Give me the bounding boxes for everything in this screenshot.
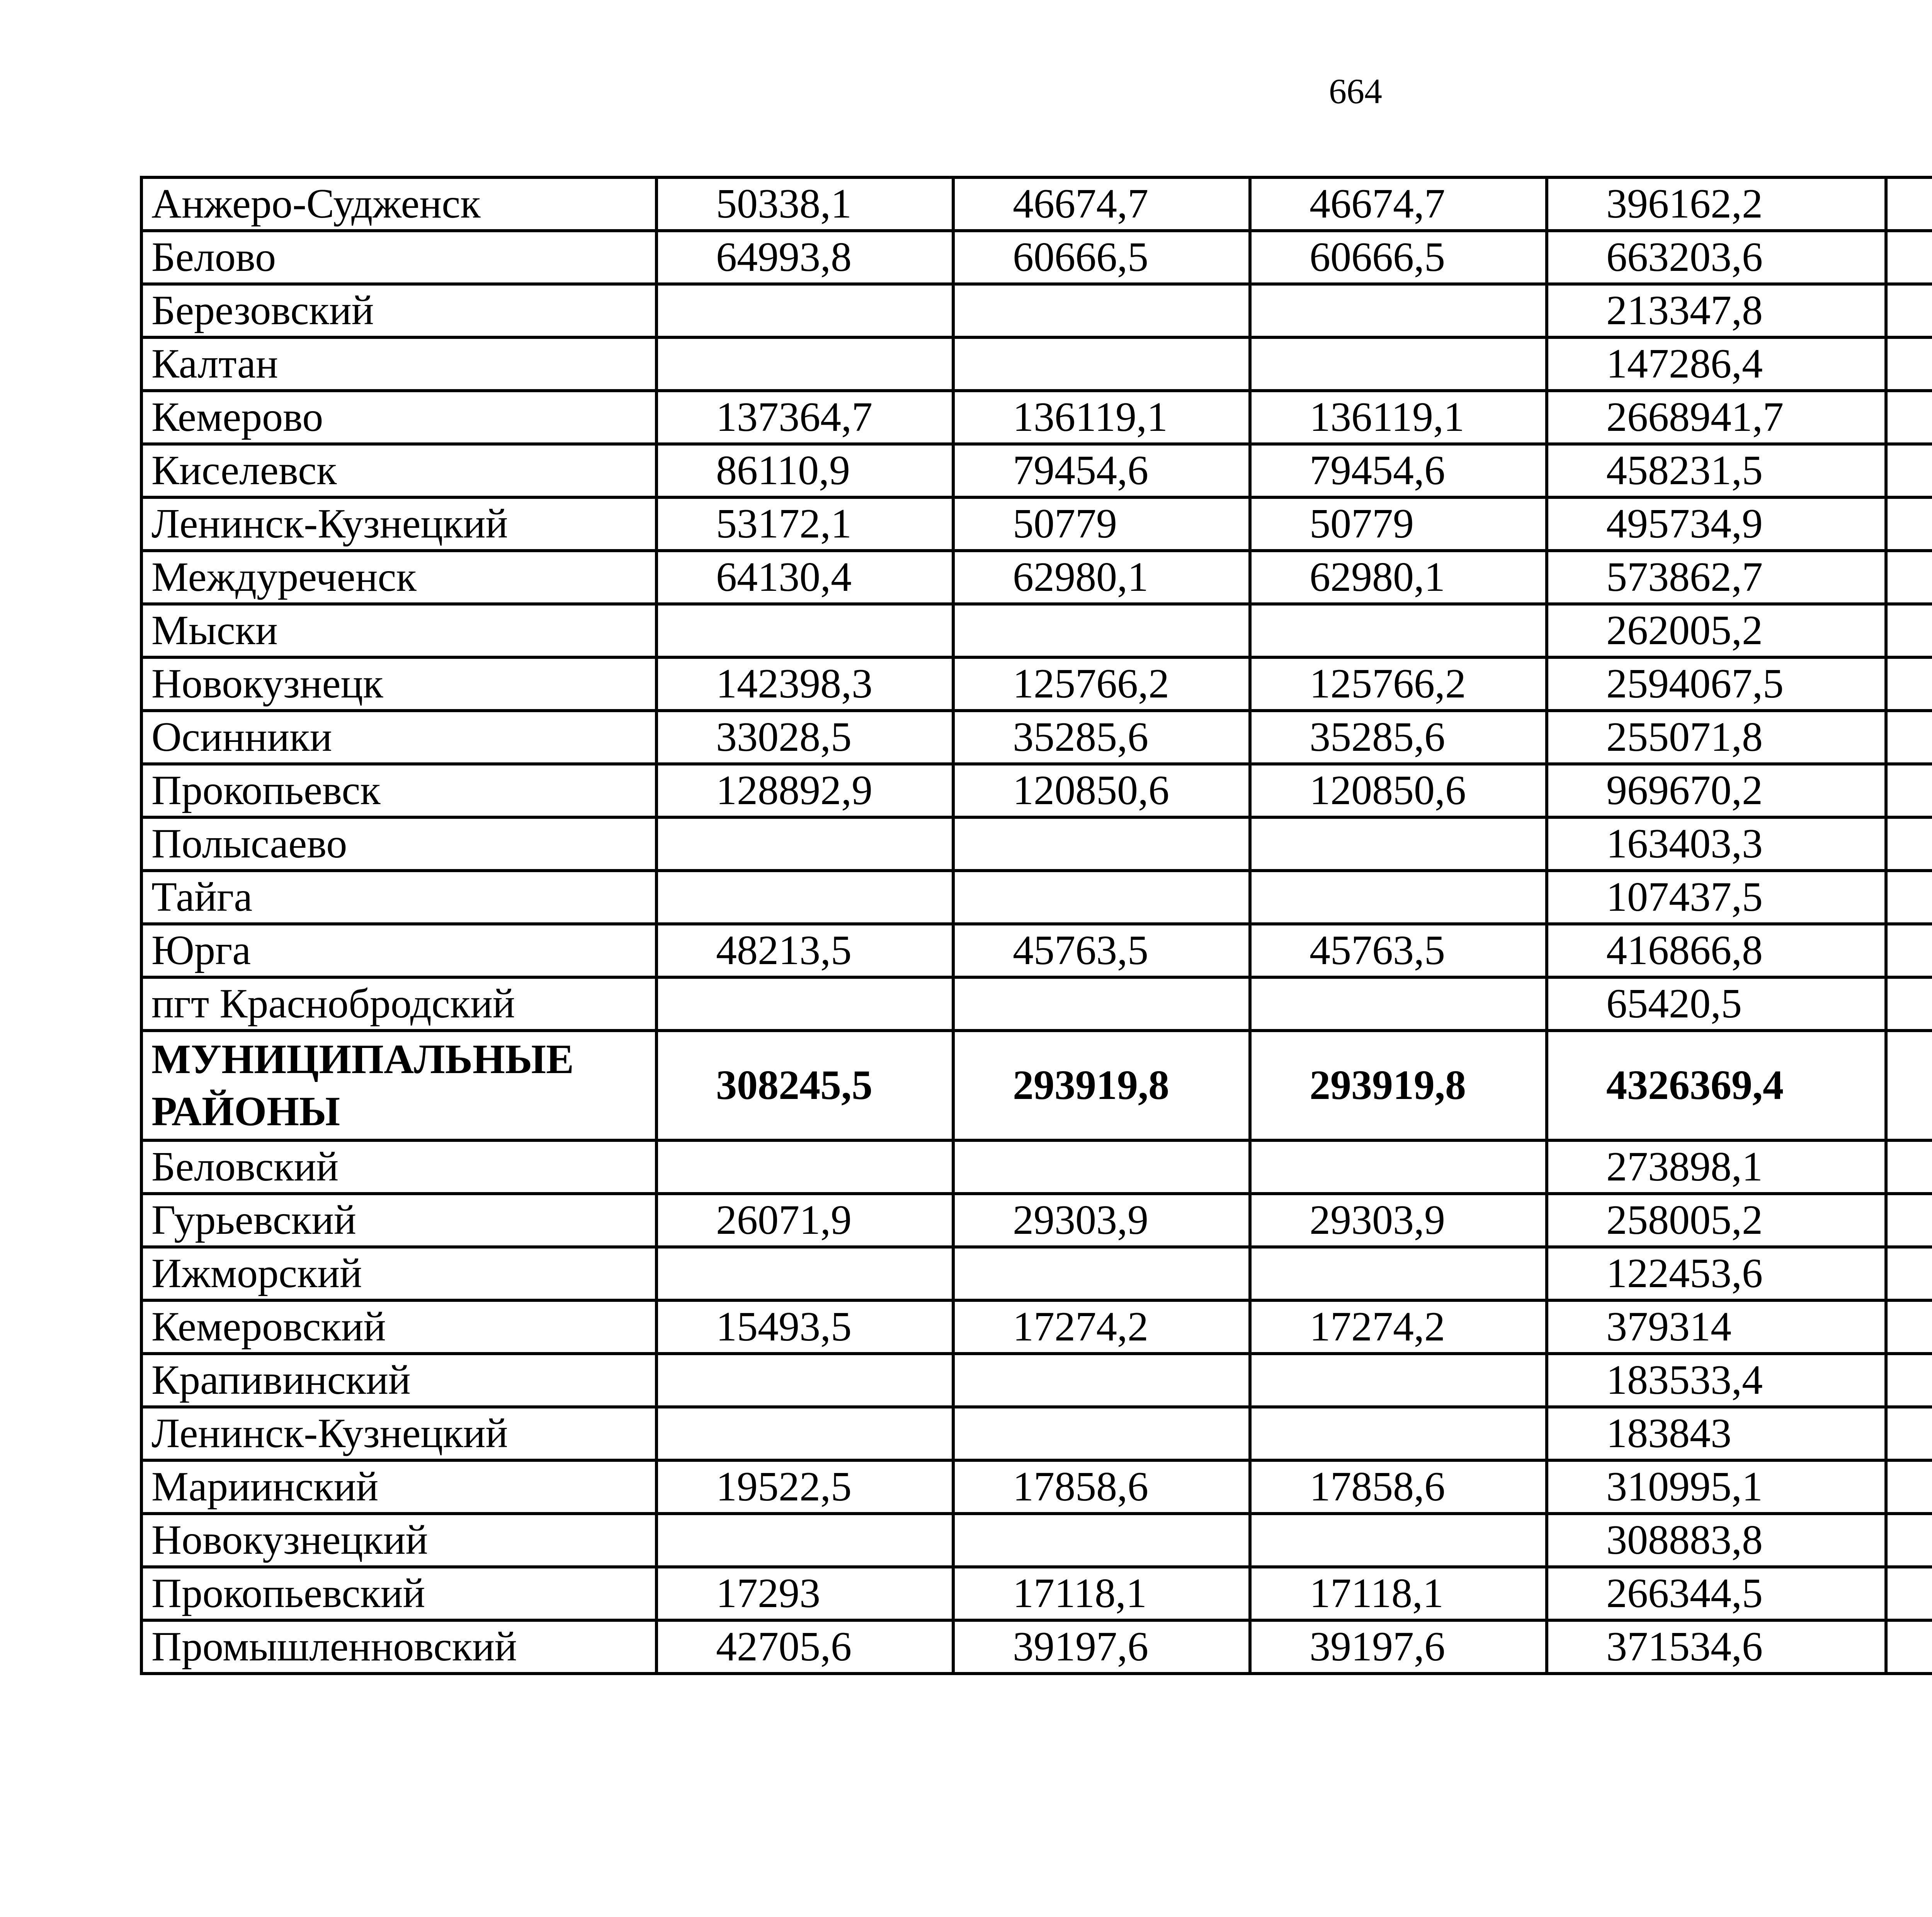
value-cell: 64993,8 (656, 231, 953, 284)
table-row (141, 657, 1932, 711)
value-cell: 2668941,7 (1547, 391, 1886, 444)
value-cell: 142398,3 (656, 657, 953, 711)
table-row (141, 337, 1932, 391)
value-cell (1886, 497, 1932, 551)
value-cell: 39197,6 (1250, 1620, 1547, 1674)
region-name-cell: Ленинск-Кузнецкий (141, 497, 656, 551)
region-name-cell: Новокузнецкий (141, 1514, 656, 1567)
value-cell: 46674,7 (953, 177, 1250, 231)
value-cell (656, 1407, 953, 1460)
value-cell: 107437,5 (1547, 871, 1886, 924)
value-cell: 17118,1 (953, 1567, 1250, 1620)
region-name-cell: Юрга (141, 924, 656, 977)
value-cell (953, 871, 1250, 924)
region-name-cell: Промышленновский (141, 1620, 656, 1674)
value-cell: 495734,9 (1547, 497, 1886, 551)
budget-table (140, 176, 1932, 1675)
region-name-cell: Крапивинский (141, 1354, 656, 1407)
value-cell: 65420,5 (1547, 977, 1886, 1031)
value-cell (1886, 1354, 1932, 1407)
value-cell: 120850,6 (953, 764, 1250, 817)
value-cell: 136119,1 (953, 391, 1250, 444)
table-row (141, 1460, 1932, 1514)
table-row (141, 1567, 1932, 1620)
region-name-cell: Прокопьевск (141, 764, 656, 817)
region-name-cell: Анжеро-Судженск (141, 177, 656, 231)
value-cell (1886, 551, 1932, 604)
region-name-cell: Тайга (141, 871, 656, 924)
value-cell (656, 284, 953, 337)
region-name-cell: Ленинск-Кузнецкий (141, 1407, 656, 1460)
value-cell: 458231,5 (1547, 444, 1886, 497)
value-cell: 371534,6 (1547, 1620, 1886, 1674)
value-cell: 17858,6 (1250, 1460, 1547, 1514)
table-row (141, 177, 1932, 231)
page-number: 664 (1329, 71, 1382, 111)
value-cell (1886, 444, 1932, 497)
value-cell (953, 1514, 1250, 1567)
table-row (141, 1140, 1932, 1194)
region-name-cell: Кемеровский (141, 1300, 656, 1354)
table-row (141, 231, 1932, 284)
value-cell: 416866,8 (1547, 924, 1886, 977)
value-cell (1886, 764, 1932, 817)
value-cell: 79454,6 (953, 444, 1250, 497)
value-cell (1886, 1514, 1932, 1567)
value-cell: 308245,5 (656, 1031, 953, 1140)
value-cell (1886, 711, 1932, 764)
value-cell (1886, 924, 1932, 977)
value-cell (1250, 1354, 1547, 1407)
value-cell: 50779 (953, 497, 1250, 551)
value-cell (953, 1140, 1250, 1194)
value-cell: 128892,9 (656, 764, 953, 817)
table-row (141, 817, 1932, 871)
value-cell: 79454,6 (1250, 444, 1547, 497)
value-cell: 266344,5 (1547, 1567, 1886, 1620)
value-cell: 45763,5 (1250, 924, 1547, 977)
value-cell: 213347,8 (1547, 284, 1886, 337)
table-row (141, 1514, 1932, 1567)
value-cell: 33028,5 (656, 711, 953, 764)
value-cell: 258005,2 (1547, 1194, 1886, 1247)
value-cell (656, 1140, 953, 1194)
value-cell (953, 1407, 1250, 1460)
region-name-cell: Калтан (141, 337, 656, 391)
value-cell (1886, 1620, 1932, 1674)
value-cell: 17274,2 (1250, 1300, 1547, 1354)
table-row (141, 1300, 1932, 1354)
value-cell: 183843 (1547, 1407, 1886, 1460)
value-cell: 17118,1 (1250, 1567, 1547, 1620)
value-cell: 19522,5 (656, 1460, 953, 1514)
region-name-cell: Междуреченск (141, 551, 656, 604)
value-cell (1250, 977, 1547, 1031)
value-cell (953, 817, 1250, 871)
value-cell (1886, 1140, 1932, 1194)
value-cell (1886, 1031, 1932, 1140)
value-cell (1250, 817, 1547, 871)
value-cell: 125766,2 (1250, 657, 1547, 711)
value-cell: 29303,9 (1250, 1194, 1547, 1247)
table-row (141, 604, 1932, 657)
value-cell (1886, 977, 1932, 1031)
value-cell (1250, 1514, 1547, 1567)
table-row (141, 924, 1932, 977)
value-cell (1886, 177, 1932, 231)
value-cell (1886, 337, 1932, 391)
value-cell: 60666,5 (953, 231, 1250, 284)
table-row (141, 1354, 1932, 1407)
value-cell: 39197,6 (953, 1620, 1250, 1674)
value-cell (953, 604, 1250, 657)
table-row (141, 1407, 1932, 1460)
value-cell: 125766,2 (953, 657, 1250, 711)
table-row (141, 284, 1932, 337)
table-row (141, 1620, 1932, 1674)
table-row-total (141, 1031, 1932, 1140)
value-cell: 137364,7 (656, 391, 953, 444)
value-cell: 969670,2 (1547, 764, 1886, 817)
value-cell (1886, 391, 1932, 444)
value-cell: 86110,9 (656, 444, 953, 497)
value-cell: 120850,6 (1250, 764, 1547, 817)
value-cell (1250, 1407, 1547, 1460)
value-cell: 663203,6 (1547, 231, 1886, 284)
value-cell: 35285,6 (953, 711, 1250, 764)
value-cell: 60666,5 (1250, 231, 1547, 284)
region-name-cell: Беловский (141, 1140, 656, 1194)
value-cell (1886, 1194, 1932, 1247)
value-cell (1886, 604, 1932, 657)
region-name-cell: пгт Краснобродский (141, 977, 656, 1031)
region-name-cell: Кемерово (141, 391, 656, 444)
value-cell: 64130,4 (656, 551, 953, 604)
region-name-cell: Белово (141, 231, 656, 284)
table-row (141, 711, 1932, 764)
value-cell (953, 977, 1250, 1031)
value-cell (953, 1354, 1250, 1407)
value-cell (1886, 1460, 1932, 1514)
region-name-cell: Прокопьевский (141, 1567, 656, 1620)
value-cell (656, 1514, 953, 1567)
value-cell: 45763,5 (953, 924, 1250, 977)
value-cell: 4326369,4 (1547, 1031, 1886, 1140)
value-cell: 53172,1 (656, 497, 953, 551)
value-cell: 147286,4 (1547, 337, 1886, 391)
value-cell: 255071,8 (1547, 711, 1886, 764)
table-row (141, 764, 1932, 817)
value-cell (1886, 231, 1932, 284)
value-cell (953, 337, 1250, 391)
value-cell (656, 1354, 953, 1407)
value-cell (953, 1247, 1250, 1300)
region-name-cell: Мариинский (141, 1460, 656, 1514)
value-cell: 35285,6 (1250, 711, 1547, 764)
value-cell (1250, 284, 1547, 337)
value-cell: 48213,5 (656, 924, 953, 977)
value-cell: 379314 (1547, 1300, 1886, 1354)
value-cell: 293919,8 (1250, 1031, 1547, 1140)
value-cell: 163403,3 (1547, 817, 1886, 871)
value-cell: 62980,1 (1250, 551, 1547, 604)
value-cell (656, 871, 953, 924)
value-cell (1250, 1247, 1547, 1300)
table-row (141, 1194, 1932, 1247)
table-body (141, 177, 1932, 1674)
region-name-cell: Березовский (141, 284, 656, 337)
value-cell: 293919,8 (953, 1031, 1250, 1140)
table-row (141, 391, 1932, 444)
value-cell (1886, 1300, 1932, 1354)
table-row (141, 444, 1932, 497)
value-cell (656, 977, 953, 1031)
region-name-cell: Ижморский (141, 1247, 656, 1300)
value-cell (1886, 871, 1932, 924)
table-row (141, 1247, 1932, 1300)
value-cell (656, 337, 953, 391)
region-name-cell: Полысаево (141, 817, 656, 871)
value-cell (1886, 284, 1932, 337)
value-cell (1250, 1140, 1547, 1194)
value-cell: 15493,5 (656, 1300, 953, 1354)
value-cell: 62980,1 (953, 551, 1250, 604)
value-cell (1886, 817, 1932, 871)
table-row (141, 551, 1932, 604)
value-cell: 308883,8 (1547, 1514, 1886, 1567)
value-cell: 17858,6 (953, 1460, 1250, 1514)
value-cell (1886, 1407, 1932, 1460)
value-cell: 310995,1 (1547, 1460, 1886, 1514)
region-name-cell: МУНИЦИПАЛЬНЫЕ РАЙОНЫ (141, 1031, 656, 1140)
value-cell (1886, 1567, 1932, 1620)
value-cell (953, 284, 1250, 337)
value-cell: 273898,1 (1547, 1140, 1886, 1194)
value-cell: 26071,9 (656, 1194, 953, 1247)
value-cell: 50779 (1250, 497, 1547, 551)
value-cell: 50338,1 (656, 177, 953, 231)
value-cell (1250, 871, 1547, 924)
value-cell: 396162,2 (1547, 177, 1886, 231)
table-row (141, 497, 1932, 551)
value-cell (656, 1247, 953, 1300)
region-name-cell: Гурьевский (141, 1194, 656, 1247)
value-cell: 573862,7 (1547, 551, 1886, 604)
value-cell: 46674,7 (1250, 177, 1547, 231)
region-name-cell: Киселевск (141, 444, 656, 497)
value-cell: 17274,2 (953, 1300, 1250, 1354)
value-cell (1886, 1247, 1932, 1300)
value-cell (1886, 657, 1932, 711)
value-cell (1250, 337, 1547, 391)
region-name-cell: Мыски (141, 604, 656, 657)
value-cell: 29303,9 (953, 1194, 1250, 1247)
value-cell: 136119,1 (1250, 391, 1547, 444)
value-cell: 42705,6 (656, 1620, 953, 1674)
value-cell: 183533,4 (1547, 1354, 1886, 1407)
value-cell: 122453,6 (1547, 1247, 1886, 1300)
region-name-cell: Осинники (141, 711, 656, 764)
value-cell: 262005,2 (1547, 604, 1886, 657)
table-row (141, 871, 1932, 924)
value-cell: 17293 (656, 1567, 953, 1620)
region-name-cell: Новокузнецк (141, 657, 656, 711)
value-cell (656, 604, 953, 657)
value-cell (1250, 604, 1547, 657)
value-cell: 2594067,5 (1547, 657, 1886, 711)
value-cell (656, 817, 953, 871)
table-row (141, 977, 1932, 1031)
